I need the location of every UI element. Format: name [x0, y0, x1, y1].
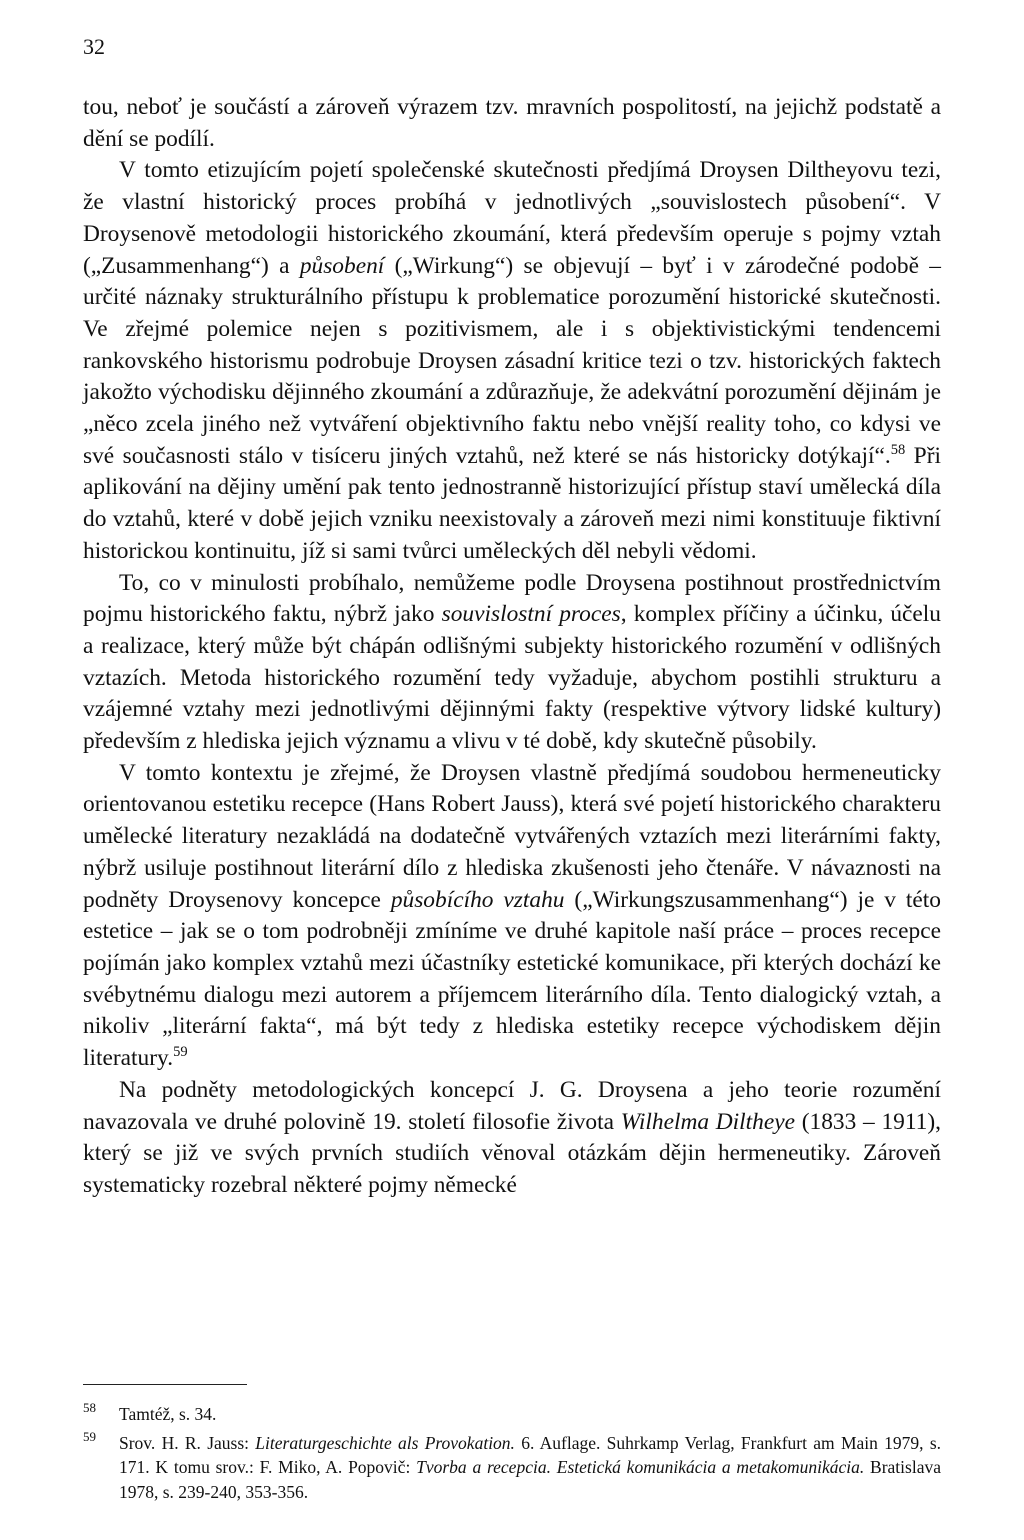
italic-term: Tvorba a recepcia. Estetická komunikácia a metakomunikácia. — [416, 1457, 865, 1477]
footnote-ref: 59 — [173, 1044, 188, 1061]
footnote-ref: 58 — [890, 441, 906, 458]
paragraph — [83, 758, 941, 1075]
footnote — [83, 1402, 941, 1427]
paragraph — [83, 1075, 941, 1202]
text-run: 6. Auflage. Suhrkamp Verlag, Frankfurt am Main 1979, s. 171. K tomu srov.: F. Miko, A. Popovič: — [119, 1432, 942, 1477]
italic-term: Literaturgeschichte als Provokation. — [255, 1432, 515, 1453]
text-run: („Wirkungszusammenhang“) je v této estetice – jak se o tom podrobněji zmíníme ve druhé kapitole naší práce – proces recepce pojímán jako komplex vztahů mezi účastníky estetické komunikace, při kterých dochází ke svébytnému dialogu mezi autorem a příjemcem literárního díla. Tento dialogický vztah, a nikoliv „literární fakta“, má být tedy z hlediska estetiky recepce východiskem dějin literatury. — [83, 886, 941, 1072]
footnotes — [83, 1402, 941, 1508]
text-run: Při aplikování na dějiny umění pak tento jednostranně historizující přístup staví umělecká díla do vztahů, které v době jejich vzniku neexistovaly a zároveň mezi nimi konstituuje fiktivní historickou kontinuitu, jíž si sami tvůrci uměleckých děl nebyli vědomi. — [83, 442, 941, 564]
paragraph — [83, 155, 941, 567]
italic-term: působení — [299, 252, 385, 279]
italic-term: působícího vztahu — [390, 886, 565, 913]
text-run: To, co v minulosti probíhalo, nemůžeme podle Droysena postihnout prostřednictvím pojmu historického faktu, nýbrž jako — [83, 569, 941, 628]
text-run: V tomto kontextu je zřejmé, že Droysen vlastně předjímá soudobou hermeneuticky orientovanou estetiku recepce (Hans Robert Jauss), která své pojetí historického charakteru umělecké literatury nezakládá na dodatečně vytvářených vztazích mezi literárními fakty, nýbrž usiluje postihnout literární dílo z hlediska zkušenosti jeho čtenáře. V návaznosti na podněty Droysenovy koncepce — [83, 759, 941, 913]
footnote-divider — [83, 1384, 247, 1385]
text-run: V tomto etizujícím pojetí společenské skutečnosti předjímá Droysen Diltheyovu tezi, že vlastní historický proces probíhá v jednotlivých „souvislostech působení“. V Droysenově metodologii historického zkoumání, která především operuje s pojmy vztah („Zusammenhang“) a — [83, 157, 941, 279]
italic-term: Wilhelma Diltheye — [620, 1108, 795, 1135]
body-text — [83, 92, 941, 1202]
footnote-number: 58 — [83, 1400, 96, 1415]
page-number: 32 — [83, 34, 105, 59]
footnote-number: 59 — [83, 1428, 96, 1444]
text-run: (1833 – 1911), který se již ve svých prvních studiích věnoval otázkám dějin hermeneutiky. Zároveň systematicky rozebral některé pojmy německé — [83, 1108, 941, 1198]
footnote — [83, 1428, 942, 1505]
text-run: („Wirkung“) se objevují – byť i v zárodečné podobě – určité náznaky strukturálního přístupu k problematice porozumění historické skutečnosti. Ve zřejmé polemice nejen s pozitivismem, ale i s objektivistickými tendencemi rankovského historismu podrobuje Droysen zásadní kritice tezi o tzv. historických faktech jakožto východisku dějinného zkoumání a zdůrazňuje, že adekvátní porozumění dějinám je „něco zcela jiného než vytváření objektivního faktu nebo vnější reality toho, co kdysi ve své současnosti stálo v tisíceru jiných vztahů, než které se nás historicky dotýkají“. — [83, 252, 941, 469]
text-run: Tamtéž, s. 34. — [119, 1404, 217, 1424]
paragraph — [83, 92, 941, 155]
text-run: tou, neboť je součástí a zároveň výrazem tzv. mravních pospolitostí, na jejichž podstatě a dění se podílí. — [83, 94, 941, 152]
text-run: , komplex příčiny a účinku, účelu a realizace, který může být chápán odlišnými subjekty historického rozumění v odlišných vztazích. Metoda historického rozumění tedy vyžaduje, abychom postihli strukturu a vzájemné vztahy mezi jednotlivými dějinnými fakty (respektive výtvory lidské kultury) především z hlediska jejich významu a vlivu v té době, kdy skutečně působily. — [83, 601, 941, 755]
italic-term: souvislostní proces — [441, 601, 621, 628]
text-run: Bratislava 1978, s. 239-240, 353-356. — [119, 1457, 941, 1502]
text-run: Srov. H. R. Jauss: — [119, 1432, 256, 1453]
text-run: Na podněty metodologických koncepcí J. G. Droysena a jeho teorie rozumění navazovala ve druhé polovině 19. století filosofie života — [83, 1076, 941, 1135]
paragraph — [83, 568, 941, 758]
